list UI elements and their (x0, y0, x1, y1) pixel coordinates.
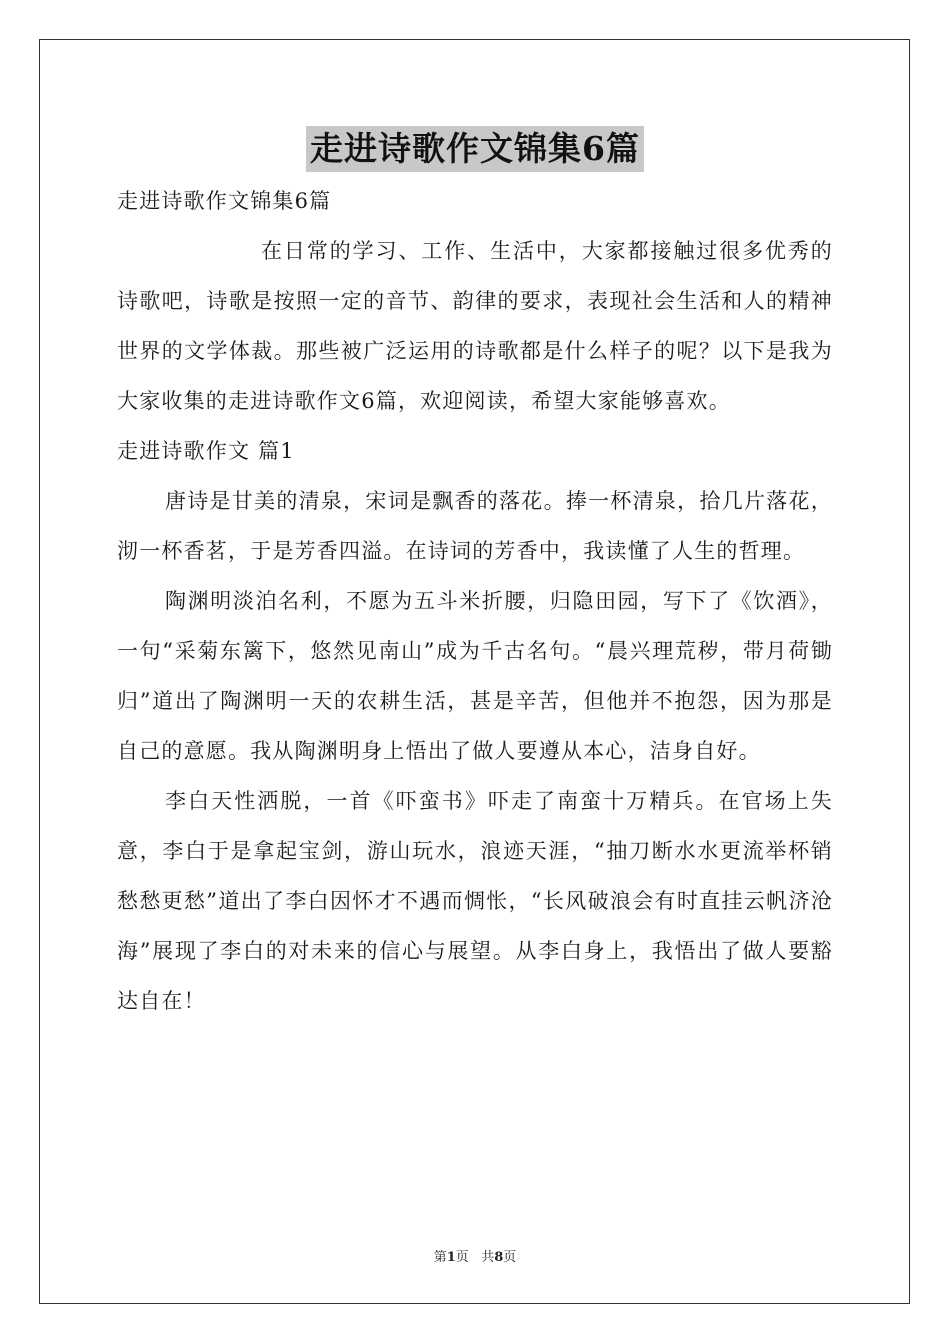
total-prefix: 共 (481, 1250, 495, 1265)
section-heading: 走进诗歌作文 篇1 (117, 439, 295, 463)
page-suffix: 页 (455, 1250, 469, 1265)
page-footer (0, 1246, 950, 1265)
body-paragraph-1: 唐诗是甘美的清泉，宋词是飘香的落花。捧一杯清泉，拾几片落花，沏一杯香茗，于是芳香四溢。在诗词的芳香中，我读懂了人生的哲理。 (117, 489, 833, 563)
intro-paragraph: 在日常的学习、工作、生活中，大家都接触过很多优秀的诗歌吧，诗歌是按照一定的音节、韵律的要求，表现社会生活和人的精神世界的文学体裁。那些被广泛运用的诗歌都是什么样子的呢？以下是我为大家收集的走进诗歌作文6篇，欢迎阅读，希望大家能够喜欢。 (117, 239, 833, 413)
body-paragraph-3: 李白天性洒脱，一首《吓蛮书》吓走了南蛮十万精兵。在官场上失意，李白于是拿起宝剑，游山玩水，浪迹天涯，“抽刀断水水更流举杯销愁愁更愁”道出了李白因怀才不遇而惆怅，“长风破浪会有时直挂云帆济沧海”展现了李白的对未来的信心与展望。从李白身上，我悟出了做人要豁达自在！ (117, 789, 833, 1013)
title-container (0, 126, 950, 172)
document-title: 走进诗歌作文锦集6篇 (306, 126, 644, 172)
document-body (117, 176, 833, 1026)
page-number: 1 (446, 1250, 456, 1265)
body-paragraph-2: 陶渊明淡泊名利，不愿为五斗米折腰，归隐田园，写下了《饮酒》，一句“采菊东篱下，悠然见南山”成为千古名句。“晨兴理荒秽，带月荷锄归”道出了陶渊明一天的农耕生活，甚是辛苦，但他并不抱怨，因为那是自己的意愿。我从陶渊明身上悟出了做人要遵从本心，洁身自好。 (117, 589, 833, 763)
subtitle-line: 走进诗歌作文锦集6篇 (117, 189, 332, 213)
page-prefix: 第 (433, 1250, 447, 1265)
total-suffix: 页 (503, 1250, 517, 1265)
total-pages: 8 (494, 1250, 504, 1265)
